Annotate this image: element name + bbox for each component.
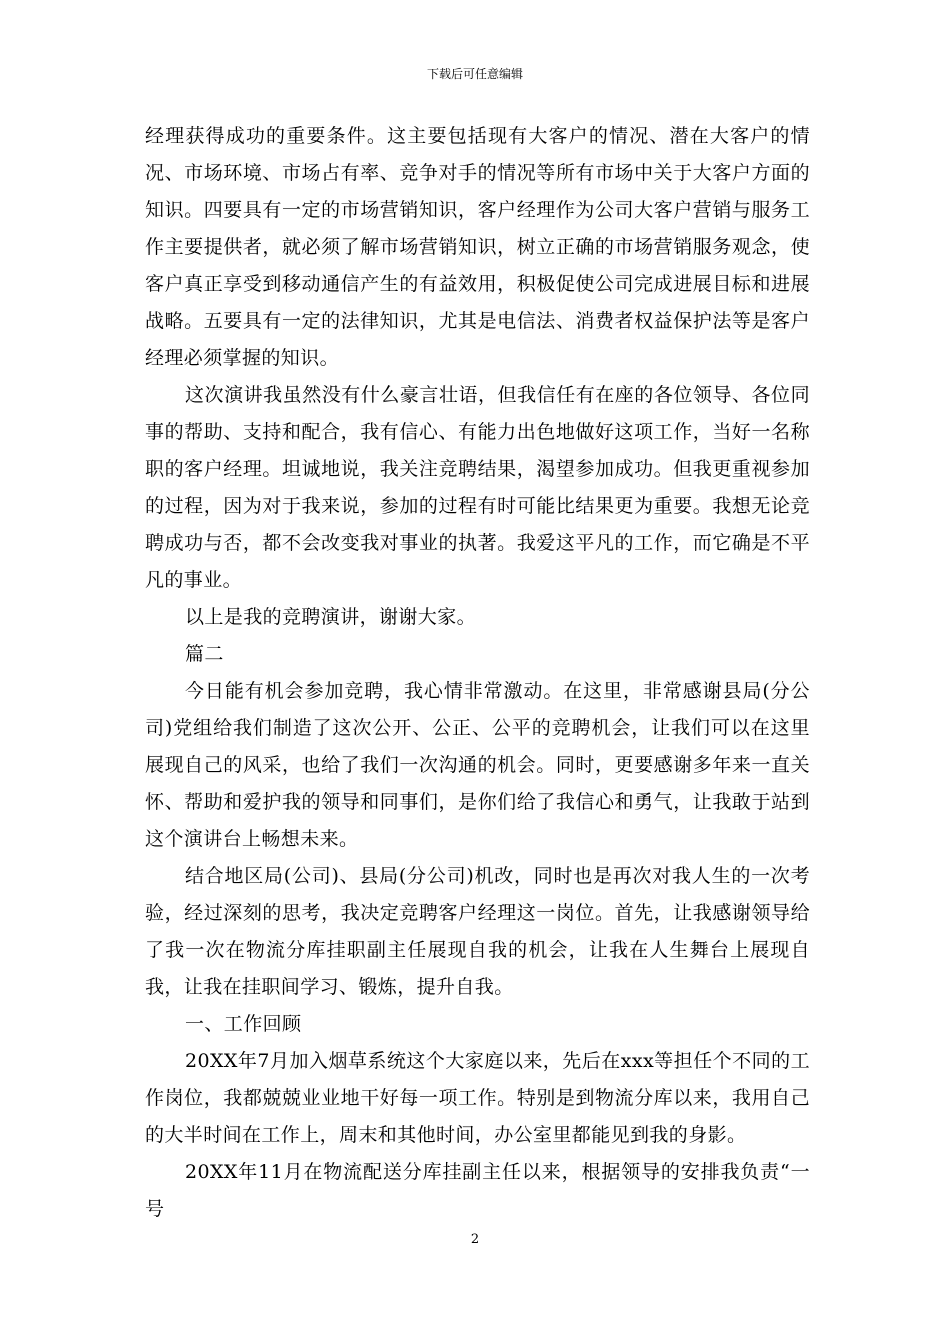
section-heading: 篇二 — [185, 643, 224, 665]
page-header: 下载后可任意编辑 — [426, 67, 523, 81]
page-number: 2 — [470, 1232, 480, 1247]
document-body — [145, 118, 810, 1228]
paragraph: 结合地区局(公司)、县局(分公司)机改，同时也是再次对我人生的一次考验，经过深刻的思考，我决定竞聘客户经理这一岗位。首先，让我感谢领导给了我一次在物流分库挂职副主任展现自我的机会，让我在人生舞台上展现自我，让我在挂职间学习、锻炼，提升自我。 — [145, 865, 810, 998]
paragraph-continued: 经理获得成功的重要条件。这主要包括现有大客户的情况、潜在大客户的情况、市场环境、市场占有率、竞争对手的情况等所有市场中关于大客户方面的知识。四要具有一定的市场营销知识，客户经理作为公司大客户营销与服务工作主要提供者，就必须了解市场营销知识，树立正确的市场营销服务观念，使客户真正享受到移动通信产生的有益效用，积极促使公司完成进展目标和进展战略。五要具有一定的法律知识，尤其是电信法、消费者权益保护法等是客户经理必须掌握的知识。 — [145, 125, 810, 369]
paragraph: 以上是我的竞聘演讲，谢谢大家。 — [185, 606, 477, 628]
paragraph: 20XX年11月在物流配送分库挂副主任以来，根据领导的安排我负责“一号 — [145, 1161, 810, 1220]
paragraph: 今日能有机会参加竞聘，我心情非常激动。在这里，非常感谢县局(分公司)党组给我们制造了这次公开、公正、公平的竞聘机会，让我们可以在这里展现自己的风采，也给了我们一次沟通的机会。同时，更要感谢多年来一直关怀、帮助和爱护我的领导和同事们，是你们给了我信心和勇气，让我敢于站到这个演讲台上畅想未来。 — [145, 680, 810, 850]
paragraph: 这次演讲我虽然没有什么豪言壮语，但我信任有在座的各位领导、各位同事的帮助、支持和配合，我有信心、有能力出色地做好这项工作，当好一名称职的客户经理。坦诚地说，我关注竞聘结果，渴望参加成功。但我更重视参加的过程，因为对于我来说，参加的过程有时可能比结果更为重要。我想无论竞聘成功与否，都不会改变我对事业的执著。我爱这平凡的工作，而它确是不平凡的事业。 — [145, 384, 810, 591]
paragraph: 20XX年7月加入烟草系统这个大家庭以来，先后在xxx等担任个不同的工作岗位，我都兢兢业业地干好每一项工作。特别是到物流分库以来，我用自己的大半时间在工作上，周末和其他时间，办公室里都能见到我的身影。 — [145, 1050, 810, 1146]
section-heading: 一、工作回顾 — [185, 1013, 302, 1035]
